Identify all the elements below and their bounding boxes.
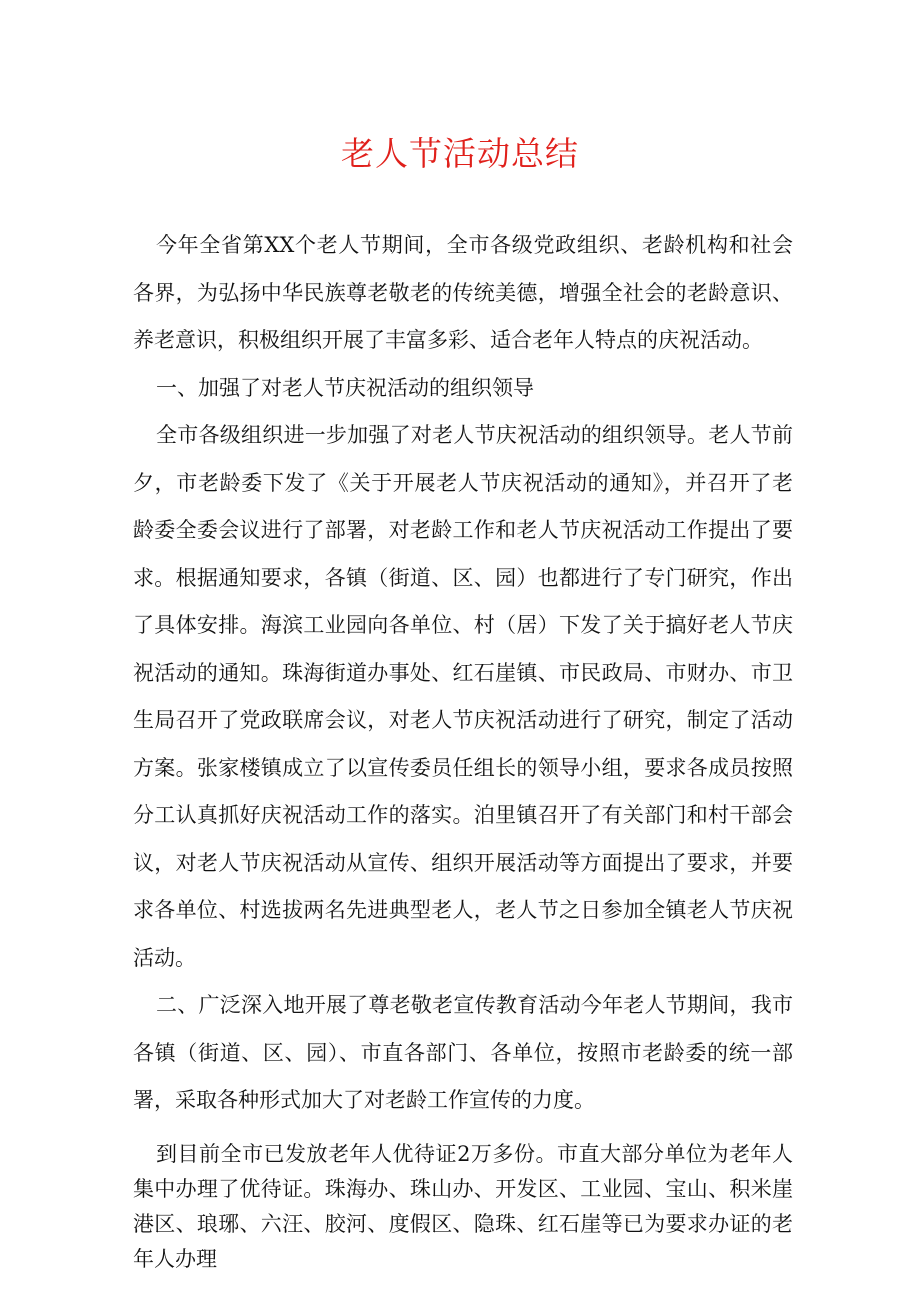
document-title: 老人节活动总结 — [341, 134, 579, 173]
section-heading-1: 一、加强了对老人节庆祝活动的组织领导 — [156, 375, 534, 400]
certificate-paragraph: 到目前全市已发放老年人优待证2万多份。市直大部分单位为老年人集中办理了优待证。珠海办、珠山办、开发区、工业园、宝山、积米崖港区、琅琊、六汪、胶河、度假区、隐珠、红石崖等已为要求办证的老年人办理 — [133, 1141, 793, 1271]
document-body — [133, 222, 793, 1277]
section-heading-2-paragraph: 二、广泛深入地开展了尊老敬老宣传教育活动今年老人节期间，我市各镇（街道、区、园）、市直各部门、各单位，按照市老龄委的统一部署，采取各种形式加大了对老龄工作宣传的力度。 — [133, 993, 793, 1112]
intro-paragraph: 今年全省第XX个老人节期间，全市各级党政组织、老龄机构和社会各界，为弘扬中华民族尊老敬老的传统美德，增强全社会的老龄意识、养老意识，积极组织开展了丰富多彩、适合老年人特点的庆祝活动。 — [133, 233, 793, 352]
section-1-paragraph: 全市各级组织进一步加强了对老人节庆祝活动的组织领导。老人节前夕，市老龄委下发了《关于开展老人节庆祝活动的通知》，并召开了老龄委全委会议进行了部署，对老龄工作和老人节庆祝活动工作提出了要求。根据通知要求，各镇（街道、区、园）也都进行了专门研究，作出了具体安排。海滨工业园向各单位、村（居）下发了关于搞好老人节庆祝活动的通知。珠海街道办事处、红石崖镇、市民政局、市财办、市卫生局召开了党政联席会议，对老人节庆祝活动进行了研究，制定了活动方案。张家楼镇成立了以宣传委员任组长的领导小组，要求各成员按照分工认真抓好庆祝活动工作的落实。泊里镇召开了有关部门和村干部会议，对老人节庆祝活动从宣传、组织开展活动等方面提出了要求，并要求各单位、村选拔两名先进典型老人，老人节之日参加全镇老人节庆祝活动。 — [133, 423, 793, 970]
